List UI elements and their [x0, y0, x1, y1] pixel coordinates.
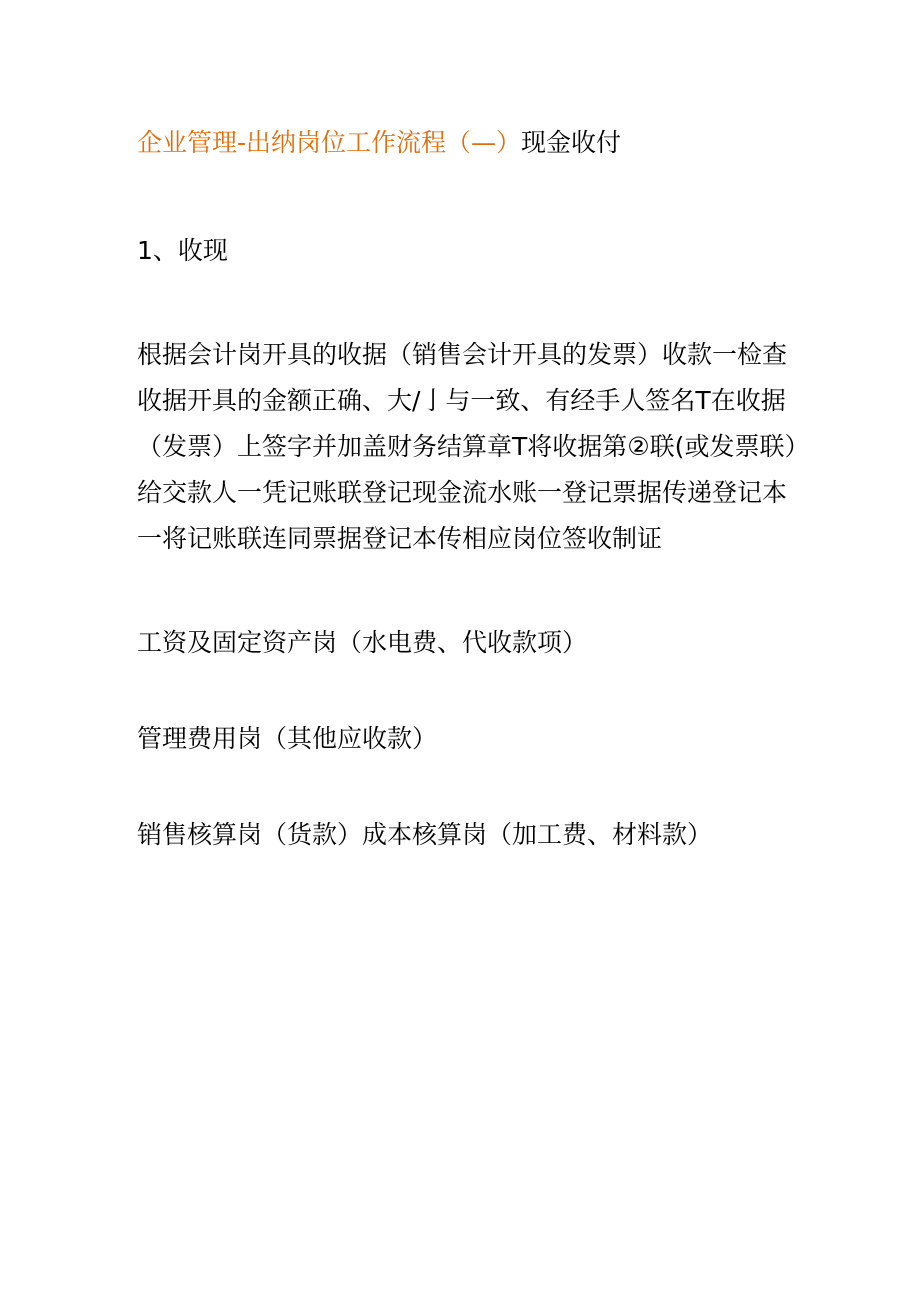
procedure-paragraph: [137, 336, 810, 566]
title-orange-part: 企业管理-出纳岗位工作流程（—）: [137, 128, 522, 157]
line-management-expense: 管理费用岗（其他应收款）: [137, 724, 438, 753]
paragraph-line: （发票）上签字并加盖财务结算章T将收据第②联(或发票联）: [137, 432, 810, 461]
paragraph-line: 一将记账联连同票据登记本传相应岗位签收制证: [137, 524, 663, 553]
document-title: [137, 124, 621, 162]
paragraph-line: 收据开具的金额正确、大/亅与一致、有经手人签名T在收据: [137, 386, 786, 415]
line-wage-fixed-assets: 工资及固定资产岗（水电费、代收款项）: [137, 628, 588, 657]
paragraph-line: 根据会计岗开具的收据（销售会计开具的发票）收款一检查: [137, 340, 788, 369]
line-sales-cost-accounting: 销售核算岗（货款）成本核算岗（加工费、材料款）: [137, 820, 713, 849]
paragraph-line: 给交款人一凭记账联登记现金流水账一登记票据传递登记本: [137, 478, 788, 507]
title-black-part: 现金收付: [521, 128, 622, 157]
section-heading: 1、收现: [137, 236, 228, 265]
